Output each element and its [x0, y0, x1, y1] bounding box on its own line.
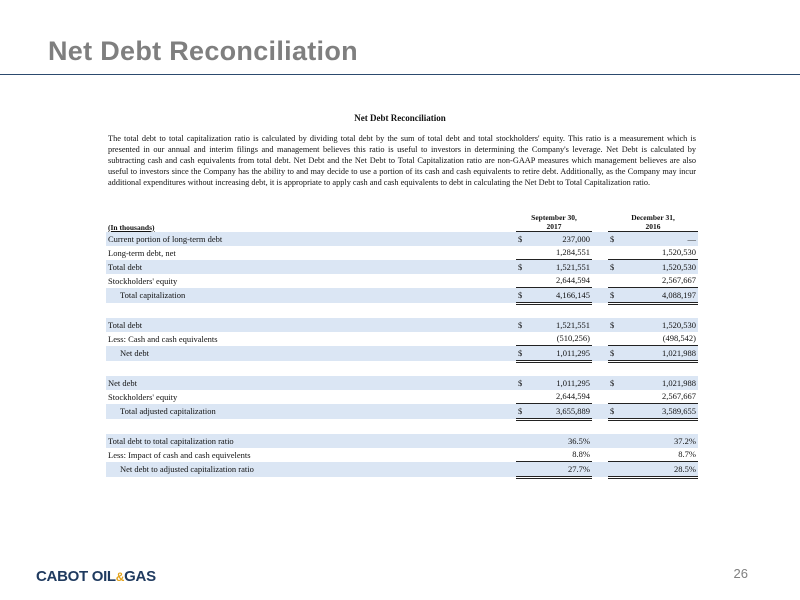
dollar-sign — [608, 274, 620, 288]
row-label: Net debt — [106, 376, 516, 390]
value-2017: 4,166,145 — [528, 288, 592, 304]
dollar-sign — [516, 274, 528, 288]
table-row — [106, 246, 698, 260]
value-2016: (498,542) — [620, 332, 698, 346]
table-row — [106, 318, 698, 332]
value-2016: 28.5% — [620, 462, 698, 478]
dollar-sign — [516, 462, 528, 478]
value-2016: 2,567,667 — [620, 390, 698, 404]
value-2016: 3,589,655 — [620, 404, 698, 420]
dollar-sign — [608, 448, 620, 462]
dollar-sign — [516, 246, 528, 260]
row-label: Less: Cash and cash equivalents — [108, 333, 218, 344]
row-label: Total adjusted capitalization — [106, 404, 516, 420]
dollar-sign: $ — [516, 232, 528, 246]
column-header-year: 2016 — [645, 222, 661, 231]
table-row — [106, 260, 698, 274]
logo-ampersand: & — [115, 570, 125, 584]
table-row — [106, 274, 698, 288]
value-2016: 1,021,988 — [620, 346, 698, 362]
table-row — [106, 376, 698, 390]
title-divider — [0, 74, 800, 75]
units-label: (In thousands) — [108, 222, 155, 232]
table-header-row — [106, 213, 698, 232]
dollar-sign: $ — [516, 404, 528, 420]
value-2017: (510,256) — [528, 332, 592, 346]
slide-title: Net Debt Reconciliation — [48, 36, 358, 66]
column-header-year: 2017 — [546, 222, 562, 231]
dollar-sign — [608, 434, 620, 448]
dollar-sign — [608, 246, 620, 260]
page-number: 26 — [733, 566, 748, 581]
row-label: Total debt — [106, 318, 516, 332]
logo-text: CABOT OIL — [36, 568, 116, 585]
dollar-sign: $ — [608, 318, 620, 332]
row-label: Net debt to adjusted capitalization ratio — [106, 462, 516, 478]
document-heading: Net Debt Reconciliation — [354, 113, 446, 123]
dollar-sign: $ — [608, 346, 620, 362]
table-row — [106, 332, 698, 346]
row-label: Total debt — [106, 260, 516, 274]
table-row — [106, 404, 698, 420]
table-row — [106, 390, 698, 404]
value-2017: 1,011,295 — [528, 376, 592, 390]
dollar-sign: $ — [608, 288, 620, 304]
dollar-sign — [516, 448, 528, 462]
row-label: Total debt to total capitalization ratio — [106, 434, 516, 448]
value-2016: 1,021,988 — [620, 376, 698, 390]
value-2017: 237,000 — [528, 232, 592, 246]
value-2016: 4,088,197 — [620, 288, 698, 304]
value-2016: 2,567,667 — [620, 274, 698, 288]
value-2017: 1,284,551 — [528, 246, 592, 260]
table-row — [106, 232, 698, 246]
dollar-sign — [608, 332, 620, 346]
table-row — [106, 288, 698, 304]
logo-text: GAS — [124, 568, 156, 585]
value-2017: 36.5% — [528, 434, 592, 448]
value-2017: 1,521,551 — [528, 260, 592, 274]
dollar-sign: $ — [608, 260, 620, 274]
value-2016: 1,520,530 — [620, 246, 698, 260]
value-2017: 1,521,551 — [528, 318, 592, 332]
document-paragraph: The total debt to total capitalization ratio is calculated by dividing total debt by the sum of total debt and total stockholders' equity. This ratio is a measurement which is presented in our annual and interim filings and management believes this ratio is useful to investors in determining the Company's leverage. Net Debt is calculated by subtracting cash and cash equivalents from total debt. Net Debt and the Net Debt to Total Capitalization ratio are non-GAAP measures which management believes are also useful to investors since the Company has the ability to and may decide to use a portion of its cash and cash equivalents to retire debt. Additionally, as the Company may incur additional expenditures without increasing debt, it is appropriate to apply cash and cash equivalents to debt in calculating the Net Debt to Total Capitalization ratio. — [108, 134, 696, 187]
value-2017: 2,644,594 — [528, 390, 592, 404]
row-label: Total capitalization — [106, 288, 516, 304]
row-label: Less: Impact of cash and cash equivelents — [108, 449, 251, 460]
column-header-dec-2016 — [608, 213, 698, 232]
value-2016: 1,520,530 — [620, 318, 698, 332]
column-header-sep-2017 — [516, 213, 592, 232]
row-label: Stockholders' equity — [108, 391, 178, 402]
dollar-sign: $ — [608, 404, 620, 420]
dollar-sign: $ — [608, 376, 620, 390]
value-2016: 37.2% — [620, 434, 698, 448]
value-2017: 2,644,594 — [528, 274, 592, 288]
net-debt-table — [106, 213, 698, 479]
table-row — [106, 462, 698, 478]
row-label: Long-term debt, net — [108, 247, 176, 258]
dollar-sign — [516, 390, 528, 404]
spacer-row — [106, 303, 698, 318]
cabot-logo — [36, 568, 156, 585]
row-label: Net debt — [106, 346, 516, 362]
value-2016: 1,520,530 — [620, 260, 698, 274]
dollar-sign — [516, 434, 528, 448]
value-2017: 3,655,889 — [528, 404, 592, 420]
row-label: Stockholders' equity — [108, 275, 178, 286]
dollar-sign: $ — [516, 318, 528, 332]
value-2016: — — [620, 232, 698, 246]
dollar-sign — [516, 332, 528, 346]
column-header-line: September 30, — [531, 213, 577, 222]
dollar-sign — [608, 462, 620, 478]
dollar-sign: $ — [516, 260, 528, 274]
spacer-row — [106, 419, 698, 434]
table-row — [106, 434, 698, 448]
value-2017: 8.8% — [528, 448, 592, 462]
table-row — [106, 346, 698, 362]
value-2017: 27.7% — [528, 462, 592, 478]
dollar-sign — [608, 390, 620, 404]
dollar-sign: $ — [516, 346, 528, 362]
row-label: Current portion of long-term debt — [106, 232, 516, 246]
dollar-sign: $ — [516, 288, 528, 304]
spacer-row — [106, 361, 698, 376]
table-row — [106, 448, 698, 462]
value-2016: 8.7% — [620, 448, 698, 462]
value-2017: 1,011,295 — [528, 346, 592, 362]
column-header-line: December 31, — [631, 213, 675, 222]
dollar-sign: $ — [516, 376, 528, 390]
dollar-sign: $ — [608, 232, 620, 246]
